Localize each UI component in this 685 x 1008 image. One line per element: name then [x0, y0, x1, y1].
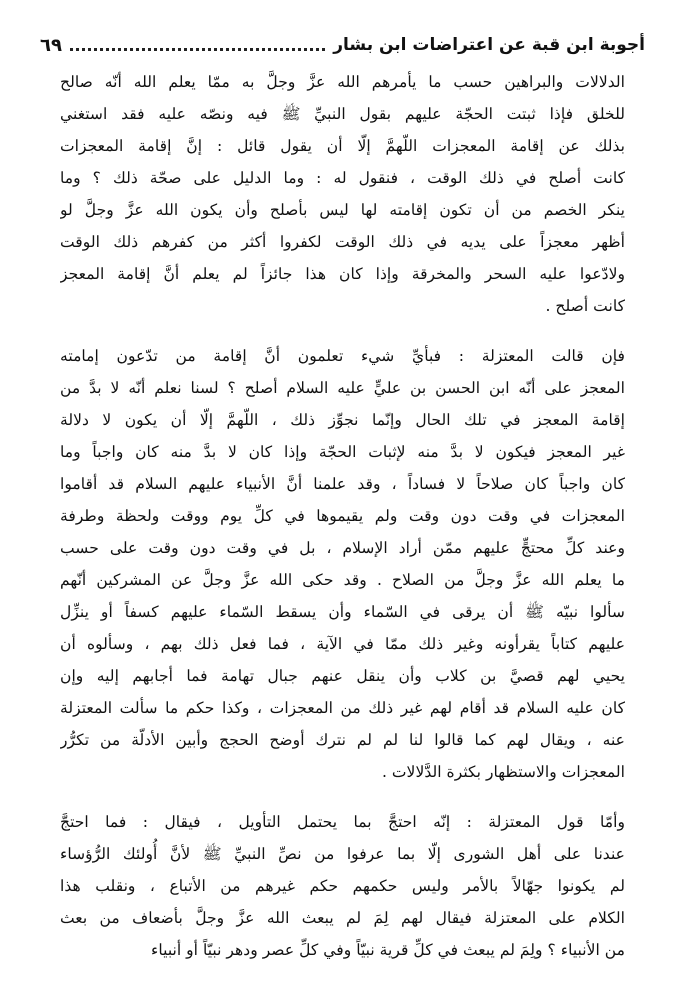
text-line: سألوا نبيّه ﷺ أن يرقى في السّماء وأن يسقط السّماء عليهم كسفاً أو ينزِّل	[60, 603, 625, 621]
text-line: عليهم كتاباً يقرأونه وغير ذلك ممّا في الآية ، فما فعل ذلك بهم ، وسألوه أن	[60, 635, 625, 653]
paragraph-gap	[60, 322, 625, 340]
text-line: غير المعجز فيكون لا بدَّ منه لإثبات الحجّة وإذا كان لا بدَّ منه كان واجباً وما	[60, 443, 625, 461]
paragraph-gap	[60, 788, 625, 806]
text-line: الدلالات والبراهين حسب ما يأمرهم الله عزَّ وجلَّ به ممّا يعلم الله أنّه صالح	[60, 73, 625, 91]
text-line: كانت أصلح .	[545, 297, 625, 315]
text-line: أظهر معجزاً على يديه في ذلك الوقت لكفروا أكثر من كفرهم ذلك الوقت	[60, 233, 625, 251]
paragraph	[60, 66, 625, 322]
text-line: ولادّعوا عليه السحر والمخرقة وإذا كان هذا جائزاً لم يعلم أنَّ إقامة المعجز	[60, 265, 625, 283]
text-line: يحيي لهم قصيَّ بن كلاب وأن ينقل عنهم جبال تهامة فما أجابهم إليه وإن	[60, 667, 625, 685]
text-line: وأمّا قول المعتزلة : إنّه احتجَّ بما يحتمل التأويل ، فيقال : فما احتجَّ	[60, 813, 625, 831]
paragraph	[60, 340, 625, 788]
text-line: فإن قالت المعتزلة : فبأيِّ شيء تعلمون أنَّ إقامة من تدّعون إمامته	[60, 347, 625, 365]
text-line: الكلام على المعتزلة فيقال لهم لِمَ لم يبعث الله عزَّ وجلَّ بأضعاف من بعث	[60, 909, 625, 927]
text-line: لم يكونوا جهّالاً بالأمر وليس حكمهم حكم غيرهم من الأتباع ، ونقلب هذا	[60, 877, 625, 895]
text-line: ينكر الخصم من أن تكون إقامته لها ليس بأصلح وأن يكون الله عزَّ وجلَّ لو	[60, 201, 625, 219]
text-line: المعجزات والاستظهار بكثرة الدَّلالات .	[381, 763, 625, 781]
text-line: ما يعلم الله عزَّ وجلَّ من الصلاح . وقد حكى الله عزَّ وجلَّ عن المشركين أنّهم	[60, 571, 625, 589]
running-title: أجوبة ابن قبة عن اعتراضات ابن بشار	[333, 35, 645, 55]
page-number: ٦٩	[40, 34, 62, 56]
text-line: كان واجباً كان صلاحاً لا فساداً ، وقد علمنا أنَّ الأنبياء عليهم السلام قد أقاموا	[60, 475, 625, 493]
text-line: المعجزات في وقت دون وقت ولم يقيموها في كلِّ يوم ووقت ولحظة وطرفة	[60, 507, 625, 525]
text-line: كانت أصلح في ذلك الوقت ، فنقول له : وما الدليل على صحّة ذلك ؟ وما	[60, 169, 625, 187]
text-line: للخلق فإذا ثبتت الحجّة عليهم بقول النبيِّ ﷺ فيه ونصّه عليه فقد استغني	[60, 105, 625, 123]
text-line: المعجز على أنّه ابن الحسن بن عليٍّ عليه السلام أصلح ؟ لسنا نعلم أنّه لا بدَّ من	[60, 379, 625, 397]
text-line: بذلك عن إقامة المعجزات اللّهمَّ إلّا أن يقول قائل : إنَّ إقامة المعجزات	[60, 137, 625, 155]
text-line: من الأنبياء ؟ ولِمَ لم يبعث في كلِّ قرية نبيّاً وفي كلِّ عصر ودهر نبيّاً أو أنبياء	[151, 941, 625, 959]
page-header	[40, 30, 645, 60]
paragraph	[60, 806, 625, 966]
text-line: كان عليه السلام قد أقام لهم غير ذلك من المعجزات ، وكذا حكم ما سألت المعتزلة	[60, 699, 625, 717]
dotted-leader	[70, 48, 325, 51]
page-body	[60, 66, 625, 966]
text-line: عنه ، ويقال لهم كما قالوا لنا لم لم نترك أوضح الحجج وأبين الأدلّة من تكرُّر	[60, 731, 625, 749]
text-line: وعند كلِّ محتجٍّ عليهم ممّن أراد الإسلام ، بل في وقت دون وقت على حسب	[60, 539, 625, 557]
text-line: عندنا على أهل الشورى إلّا بما عرفوا من نصِّ النبيِّ ﷺ لأنَّ أُولئك الرُّؤساء	[60, 845, 625, 863]
text-line: إقامة المعجز في تلك الحال وإنّما نجوِّز ذلك ، اللّهمَّ إلّا أن يكون لا دلالة	[60, 411, 625, 429]
